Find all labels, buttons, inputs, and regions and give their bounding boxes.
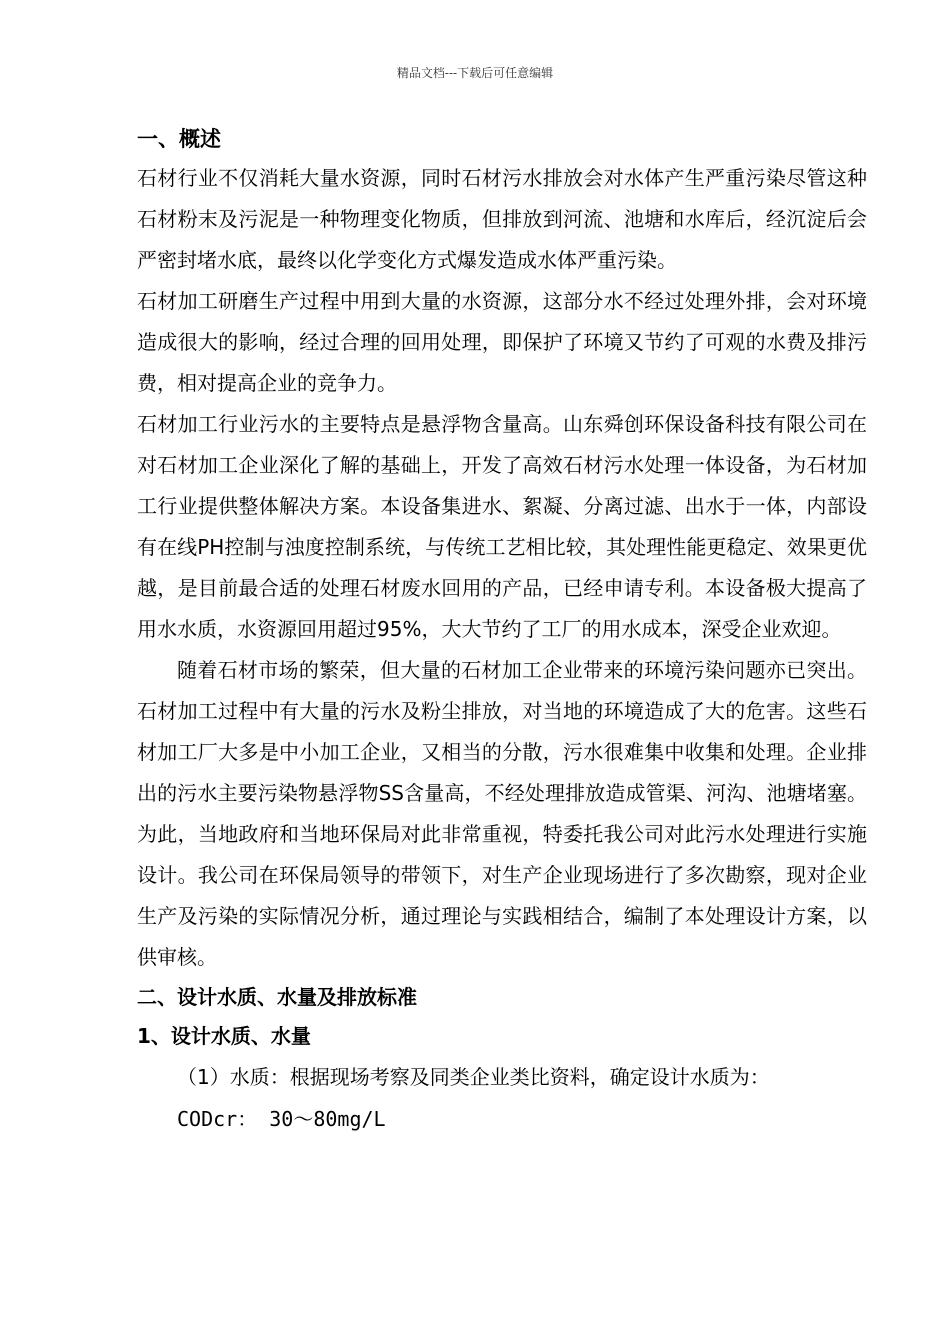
paragraph-3: 石材加工行业污水的主要特点是悬浮物含量高。山东舜创环保设备科技有限公司在对石材加工企业深化了解的基础上，开发了高效石材污水处理一体设备，为石材加工行业提供整体解决方案。本设备集进水、絮凝、分离过滤、出水于一体，内部设有在线PH控制与浊度控制系统，与传统工艺相比较，其处理性能更稳定、效果更优越，是目前最合适的处理石材废水回用的产品，已经申请专利。本设备极大提高了用水水质，水资源回用超过95%，大大节约了工厂的用水成本，深受企业欢迎。: [137, 412, 867, 641]
cod-value: CODcr： 30～80mg/L: [177, 1107, 386, 1131]
water-quality-item: （1）水质：根据现场考察及同类企业类比资料，确定设计水质为：: [177, 1065, 770, 1089]
document-body: [137, 120, 867, 1140]
section-heading-overview: 一、概述: [137, 127, 221, 151]
subsection-heading-water-quality: 1、设计水质、水量: [137, 1024, 311, 1048]
page-header: 精品文档---下载后可任意编辑: [396, 66, 554, 80]
paragraph-2: 石材加工研磨生产过程中用到大量的水资源，这部分水不经过处理外排，会对环境造成很大的影响，经过合理的回用处理，即保护了环境又节约了可观的水费及排污费，相对提高企业的竞争力。: [137, 289, 867, 395]
paragraph-1: 石材行业不仅消耗大量水资源，同时石材污水排放会对水体产生严重污染尽管这种石材粉末及污泥是一种物理变化物质，但排放到河流、池塘和水库后，经沉淀后会严密封堵水底，最终以化学变化方式爆发造成水体严重污染。: [137, 166, 867, 272]
section-heading-design-standards: 二、设计水质、水量及排放标准: [137, 985, 417, 1009]
paragraph-4: 随着石材市场的繁荣，但大量的石材加工企业带来的环境污染问题亦已突出。石材加工过程中有大量的污水及粉尘排放，对当地的环境造成了大的危害。这些石材加工厂大多是中小加工企业，又相当的分散，污水很难集中收集和处理。企业排出的污水主要污染物悬浮物SS含量高，不经处理排放造成管渠、河沟、池塘堵塞。为此，当地政府和当地环保局对此非常重视，特委托我公司对此污水处理进行实施设计。我公司在环保局领导的带领下，对生产企业现场进行了多次勘察，现对企业生产及污染的实际情况分析，通过理论与实践相结合，编制了本处理设计方案，以供审核。: [137, 658, 867, 969]
